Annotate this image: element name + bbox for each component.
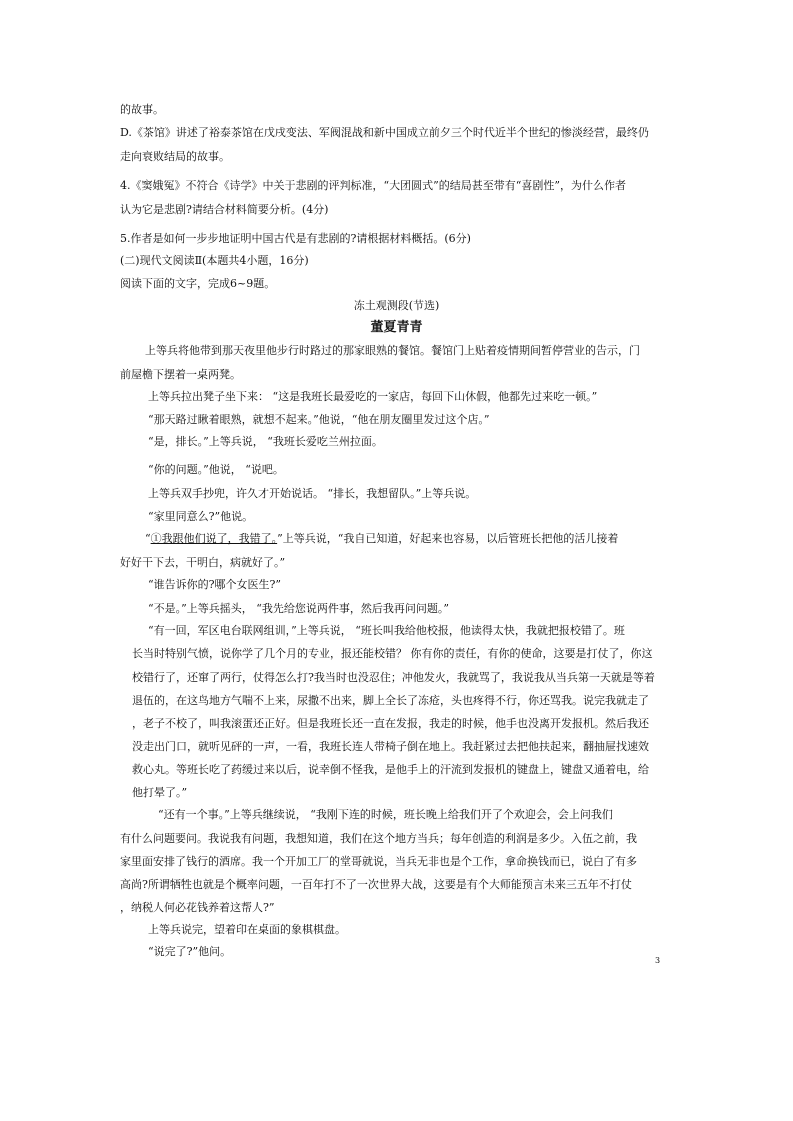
option-d-line: D.《茶馆》讲述了裕泰茶馆在戊戌变法、军阀混战和新中国成立前夕三个时代近半个世纪的惨淡经营，最终仍 [120, 126, 649, 139]
paragraph-line: 高尚?所谓牺牲也就是个概率问题，一百年打不了一次世界大战，这要是有个大师能预言未来三五年不打仗 [120, 878, 632, 891]
story-title: 冻土观测段(节选) [353, 299, 440, 312]
paragraph-line: “不是。”上等兵摇头， “我先给您说两件事，然后我再问问题。” [148, 602, 449, 615]
question-4-line: 4.《窦娥冤》不符合《诗学》中关于悲剧的评判标准，“大团圆式”的结局甚至带有“喜剧性”，为什么作者 [120, 179, 626, 192]
paragraph-line: 校错行了，还窜了两行，仗得怎么打?我当时也没忍住；冲他发火，我就骂了，我说我从当兵第一天就是等着 [132, 671, 655, 684]
paragraph-line: 前屋檐下摆着一桌两凳。 [120, 368, 241, 381]
paragraph-line: 上等兵将他带到那天夜里他步行时路过的那家眼熟的餐馆。餐馆门上贴着疫情期间暂停营业的告示，门 [145, 344, 640, 357]
paragraph-line: 好好干下去，干明白，病就好了。” [120, 556, 286, 569]
paragraph-line: 长当时特别气愤，说你学了几个月的专业，报还能校错？ 你有你的责任，有你的使命，这要是打仗了，你这 [132, 647, 653, 660]
paragraph-line: “说完了?”他问。 [148, 945, 232, 958]
paragraph-line: 上等兵双手抄兜，许久才开始说话。 “排长，我想留队。”上等兵说。 [148, 487, 477, 500]
underlined-sentence-1: ①我跟他们说了，我错了。 [150, 532, 278, 545]
paragraph-line: 他打晕了。” [132, 786, 188, 799]
paragraph-line: “那天路过瞅着眼熟，就想不起来。”他说，“他在朋友圈里发过这个店。” [148, 413, 490, 426]
paragraph-line: 上等兵说完，望着印在桌面的象棋棋盘。 [148, 923, 346, 936]
text-line: 的故事。 [120, 103, 164, 116]
paragraph-line: 救心丸。等班长吃了药缓过来以后，说幸倒不怪我，是他手上的汗流到发报机的键盘上，键盘又通着电，给 [132, 763, 649, 776]
question-4-line: 认为它是悲剧?请结合材料简要分析。(4分) [120, 203, 329, 216]
option-d-line: 走向衰败结局的故事。 [120, 150, 230, 163]
section-heading: (二)现代文阅读Ⅱ(本题共4小题，16分) [120, 254, 309, 267]
paragraph-line: 退伍的，在这鸟地方气喘不上来，尿撒不出来，脚上全长了冻疮，头也疼得不行，你还骂我。说完我就走了 [132, 694, 649, 707]
instruction-line: 阅读下面的文字，完成6~9题。 [120, 277, 276, 290]
page-number: 3 [655, 956, 661, 965]
author-name: 董夏青青 [370, 320, 423, 335]
question-5: 5.作者是如何一步步地证明中国古代是有悲剧的?请根据材料概括。(6分) [120, 232, 471, 245]
open-quote: “ [145, 532, 151, 545]
paragraph-line: “你的问题。”他说， “说吧。 [148, 463, 284, 476]
paragraph-line: “还有一个事。”上等兵继续说， “我刚下连的时候，班长晚上给我们开了个欢迎会，会上问我们 [158, 808, 613, 821]
paragraph-line: 有什么问题要问。我说我有问题，我想知道，我们在这个地方当兵；每年创造的利润是多少。入伍之前，我 [120, 832, 637, 845]
paragraph-line: “谁告诉你的?哪个女医生?” [148, 578, 282, 591]
paragraph-line: 没走出门口，就听见砰的一声，一看，我班长连人带椅子倒在地上。我赶紧过去把他扶起来，翻抽屉找速效 [132, 740, 649, 753]
paragraph-text: ”上等兵说，“我自已知道，好起来也容易，以后管班长把他的活儿接着 [277, 532, 619, 545]
paragraph-line [145, 533, 618, 544]
paragraph-line: “家里同意么?”他说。 [148, 510, 254, 523]
paragraph-line: “有一回，军区电台联网组训，”上等兵说， “班长叫我给他校报，他读得太快，我就把报校错了。班 [148, 624, 625, 637]
paragraph-line: 上等兵拉出凳子坐下来： “这是我班长最爱吃的一家店，每回下山休假，他都先过来吃一顿。” [148, 390, 598, 403]
paragraph-line: ，老子不校了，叫我滚蛋还正好。但是我班长还一直在发报，我走的时候，他手也没离开发报机。然后我还 [132, 717, 649, 730]
paragraph-line: “是，排长。”上等兵说， “我班长爱吃兰州拉面。 [148, 435, 383, 448]
paragraph-line: 家里面安排了钱行的酒席。我一个开加工厂的堂哥就说，当兵无非也是个工作，拿命换钱而已，说白了有多 [120, 855, 637, 868]
paragraph-line: ，纳税人何必花钱养着这帮人?” [120, 901, 275, 914]
